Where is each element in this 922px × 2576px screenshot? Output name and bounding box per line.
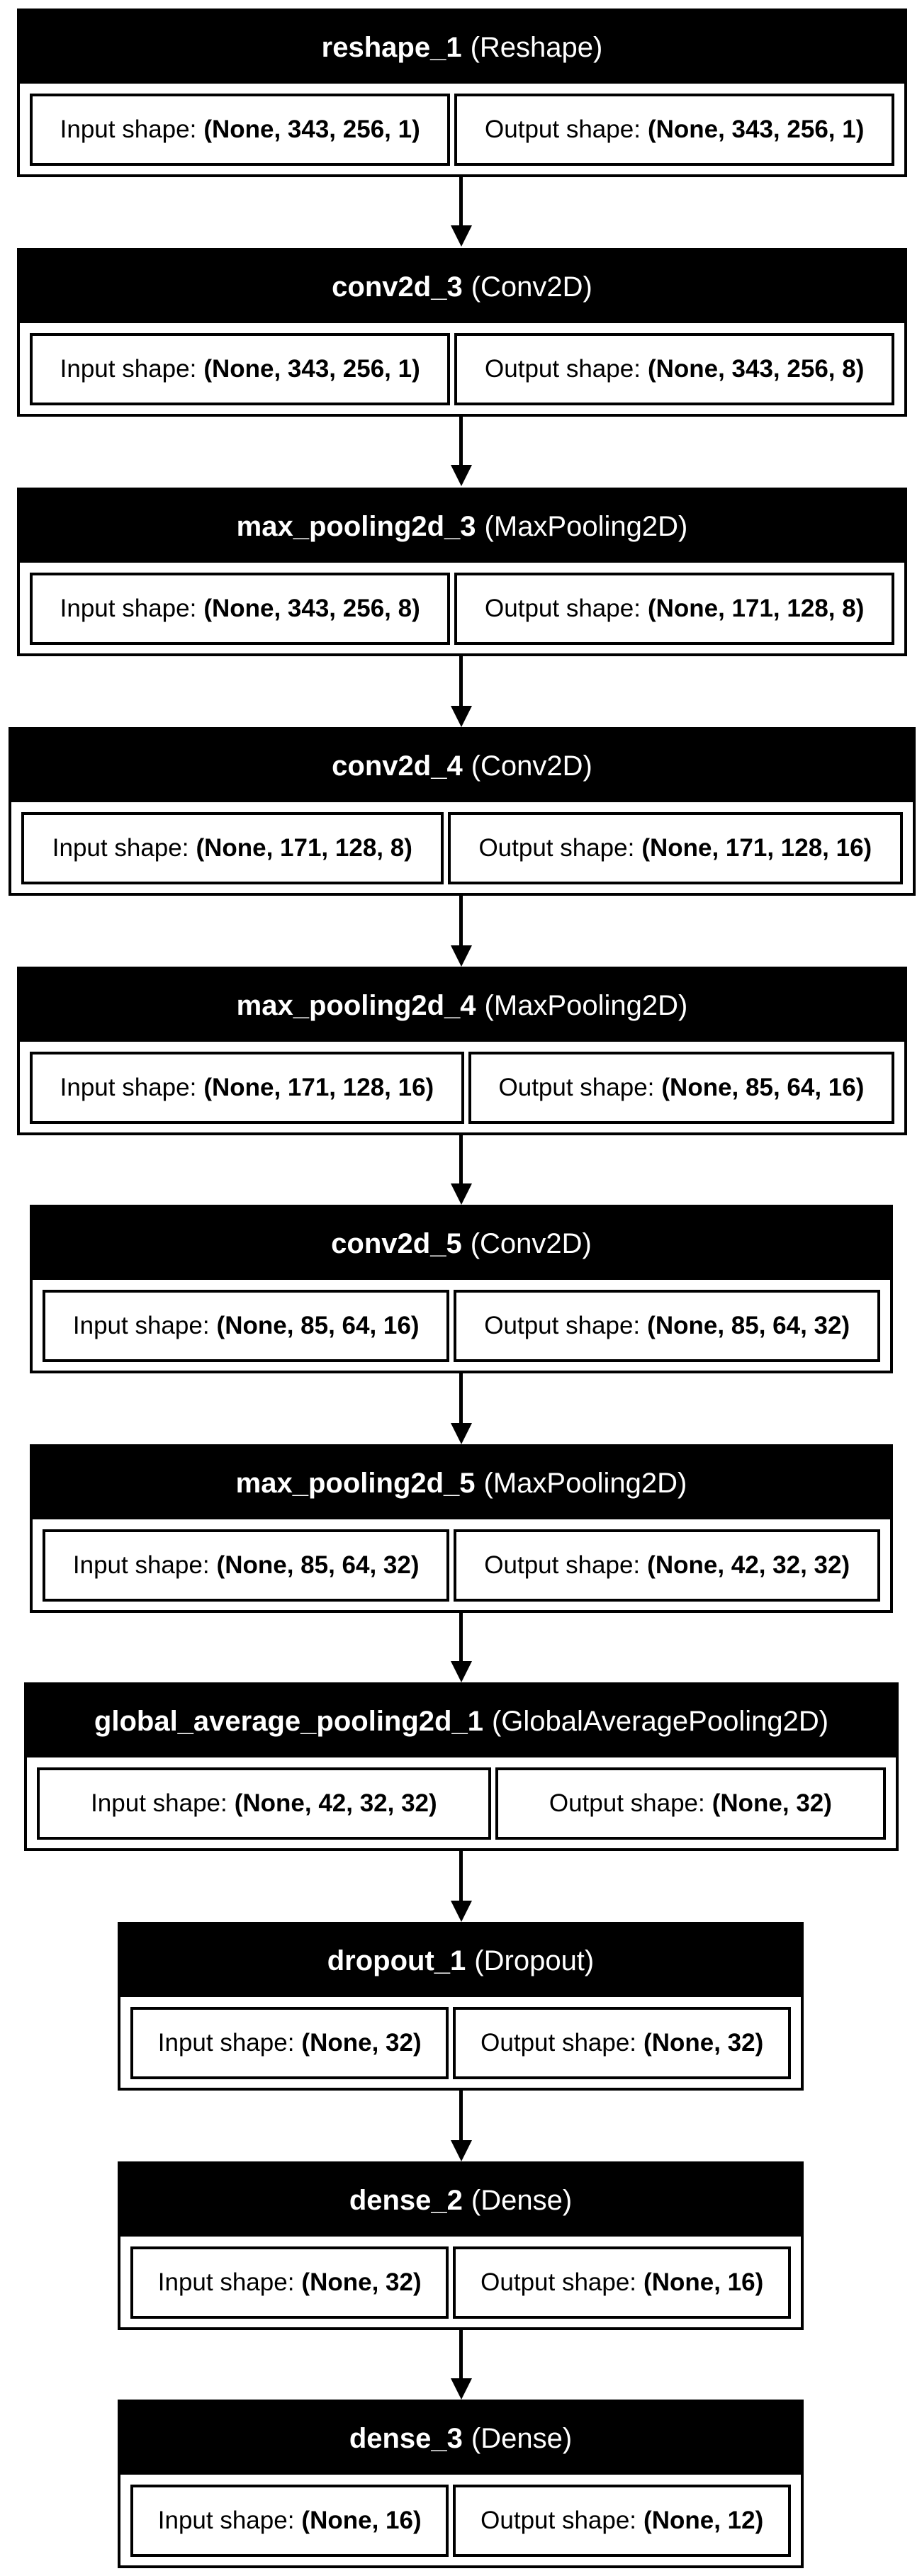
output-shape-box: [468, 1052, 894, 1124]
output-shape-box: [454, 573, 894, 645]
output-shape-box: [495, 1767, 886, 1840]
output-shape-box: [453, 2485, 791, 2557]
layer-node-conv2d-3: [17, 248, 907, 417]
output-shape-value: (None, 343, 256, 8): [647, 355, 865, 383]
connector-line: [459, 1373, 463, 1423]
input-shape-box: [30, 94, 450, 166]
layer-type: (Conv2D): [470, 1227, 592, 1259]
layer-name: dense_2: [349, 2184, 463, 2216]
output-shape-box: [453, 2246, 791, 2319]
input-shape-label: Input shape:: [157, 2268, 295, 2296]
arrow-down-icon: [451, 225, 472, 247]
arrow-down-icon: [451, 1901, 472, 1922]
arrow-down-icon: [451, 1183, 472, 1205]
connector-line: [459, 896, 463, 945]
output-shape-box: [448, 812, 903, 884]
input-shape-value: (None, 16): [301, 2507, 422, 2534]
input-shape-box: [30, 1052, 464, 1124]
shape-row: [130, 2246, 791, 2319]
layer-type: (MaxPooling2D): [483, 1467, 687, 1499]
input-shape-box: [37, 1767, 491, 1840]
layer-header: [120, 1925, 801, 1997]
shape-row: [21, 812, 903, 884]
input-shape-label: Input shape:: [157, 2029, 295, 2057]
output-shape-label: Output shape:: [485, 595, 641, 622]
output-shape-value: (None, 171, 128, 16): [641, 834, 872, 862]
layer-name: conv2d_3: [332, 271, 463, 303]
layer-node-max-pooling2d-3: [17, 488, 907, 656]
input-shape-value: (None, 85, 64, 32): [216, 1551, 420, 1579]
layer-node-conv2d-4: [9, 727, 916, 896]
shape-row: [30, 1052, 894, 1124]
output-shape-label: Output shape:: [485, 355, 641, 383]
shape-row: [30, 333, 894, 405]
output-shape-label: Output shape:: [478, 834, 635, 862]
layer-name: reshape_1: [321, 31, 462, 63]
output-shape-value: (None, 32): [712, 1789, 832, 1817]
input-shape-value: (None, 171, 128, 8): [196, 834, 412, 862]
layer-name: dense_3: [349, 2422, 463, 2454]
input-shape-value: (None, 42, 32, 32): [234, 1789, 437, 1817]
output-shape-label: Output shape:: [480, 2029, 637, 2057]
input-shape-box: [130, 2007, 449, 2079]
arrow-down-icon: [451, 465, 472, 486]
arrow-down-icon: [451, 945, 472, 967]
input-shape-label: Input shape:: [91, 1789, 227, 1817]
output-shape-value: (None, 32): [643, 2029, 764, 2057]
shape-row: [30, 94, 894, 166]
output-shape-box: [454, 333, 894, 405]
input-shape-label: Input shape:: [60, 1074, 197, 1101]
input-shape-box: [30, 333, 450, 405]
layer-node-global-average-pooling2d-1: [24, 1682, 899, 1851]
layer-node-conv2d-5: [30, 1205, 893, 1373]
layer-header: [33, 1208, 890, 1280]
arrow-down-icon: [451, 1423, 472, 1444]
input-shape-value: (None, 32): [301, 2029, 422, 2057]
connector-line: [459, 2330, 463, 2378]
layer-node-dense-3: [118, 2400, 804, 2568]
arrow-down-icon: [451, 2378, 472, 2400]
input-shape-box: [43, 1290, 449, 1362]
input-shape-label: Input shape:: [72, 1312, 210, 1339]
input-shape-label: Input shape:: [72, 1551, 210, 1579]
layer-type: (MaxPooling2D): [484, 989, 688, 1021]
input-shape-label: Input shape:: [52, 834, 189, 862]
input-shape-box: [130, 2485, 449, 2557]
output-shape-value: (None, 85, 64, 16): [661, 1074, 865, 1101]
output-shape-value: (None, 12): [643, 2507, 764, 2534]
layer-type: (Dropout): [474, 1945, 595, 1976]
arrow-down-icon: [451, 1661, 472, 1682]
layer-header: [20, 490, 904, 563]
layer-name: max_pooling2d_4: [236, 989, 476, 1021]
output-shape-label: Output shape:: [549, 1789, 705, 1817]
layer-header: [11, 730, 913, 802]
shape-row: [30, 573, 894, 645]
arrow-down-icon: [451, 2140, 472, 2161]
layer-type: (Conv2D): [471, 271, 592, 303]
input-shape-label: Input shape:: [60, 355, 197, 383]
input-shape-value: (None, 343, 256, 8): [203, 595, 420, 622]
layer-name: max_pooling2d_5: [235, 1467, 476, 1499]
layer-type: (GlobalAveragePooling2D): [491, 1705, 829, 1737]
input-shape-box: [21, 812, 444, 884]
output-shape-label: Output shape:: [480, 2268, 637, 2296]
layer-header: [33, 1447, 890, 1519]
shape-row: [130, 2485, 791, 2557]
shape-row: [43, 1529, 880, 1602]
layer-node-max-pooling2d-5: [30, 1444, 893, 1613]
connector-line: [459, 417, 463, 465]
output-shape-label: Output shape:: [484, 1312, 641, 1339]
input-shape-box: [130, 2246, 449, 2319]
layer-header: [120, 2402, 801, 2475]
connector-line: [459, 1135, 463, 1183]
connector-line: [459, 1851, 463, 1901]
output-shape-value: (None, 343, 256, 1): [647, 116, 865, 143]
layer-node-dropout-1: [118, 1922, 804, 2091]
output-shape-value: (None, 16): [643, 2268, 764, 2296]
shape-row: [37, 1767, 886, 1840]
layer-header: [120, 2164, 801, 2237]
arrow-down-icon: [451, 706, 472, 727]
input-shape-box: [43, 1529, 449, 1602]
layer-node-reshape-1: [17, 9, 907, 177]
layer-name: max_pooling2d_3: [236, 510, 476, 542]
layer-name: dropout_1: [327, 1945, 466, 1976]
output-shape-box: [454, 94, 894, 166]
input-shape-box: [30, 573, 450, 645]
layer-node-max-pooling2d-4: [17, 967, 907, 1135]
shape-row: [43, 1290, 880, 1362]
layer-name: conv2d_4: [332, 750, 463, 782]
input-shape-label: Input shape:: [60, 595, 197, 622]
layer-header: [27, 1685, 896, 1757]
output-shape-label: Output shape:: [484, 1551, 641, 1579]
output-shape-value: (None, 42, 32, 32): [647, 1551, 850, 1579]
output-shape-label: Output shape:: [480, 2507, 637, 2534]
connector-line: [459, 656, 463, 706]
input-shape-value: (None, 343, 256, 1): [203, 355, 420, 383]
shape-row: [130, 2007, 791, 2079]
layer-name: conv2d_5: [331, 1227, 462, 1259]
layer-type: (Dense): [471, 2422, 573, 2454]
connector-line: [459, 2091, 463, 2140]
input-shape-value: (None, 343, 256, 1): [203, 116, 420, 143]
input-shape-value: (None, 32): [301, 2268, 422, 2296]
output-shape-box: [453, 2007, 791, 2079]
output-shape-value: (None, 85, 64, 32): [647, 1312, 850, 1339]
output-shape-label: Output shape:: [498, 1074, 655, 1101]
layer-node-dense-2: [118, 2161, 804, 2330]
layer-header: [20, 11, 904, 84]
output-shape-box: [454, 1529, 880, 1602]
layer-type: (Reshape): [470, 31, 603, 63]
output-shape-label: Output shape:: [485, 116, 641, 143]
layer-header: [20, 969, 904, 1042]
layer-type: (Conv2D): [471, 750, 592, 782]
input-shape-label: Input shape:: [60, 116, 197, 143]
input-shape-value: (None, 85, 64, 16): [216, 1312, 420, 1339]
input-shape-label: Input shape:: [157, 2507, 295, 2534]
layer-type: (Dense): [471, 2184, 573, 2216]
layer-type: (MaxPooling2D): [484, 510, 688, 542]
layer-header: [20, 251, 904, 323]
output-shape-value: (None, 171, 128, 8): [647, 595, 865, 622]
input-shape-value: (None, 171, 128, 16): [203, 1074, 434, 1101]
connector-line: [459, 1613, 463, 1661]
output-shape-box: [454, 1290, 880, 1362]
layer-name: global_average_pooling2d_1: [94, 1705, 483, 1737]
connector-line: [459, 177, 463, 225]
